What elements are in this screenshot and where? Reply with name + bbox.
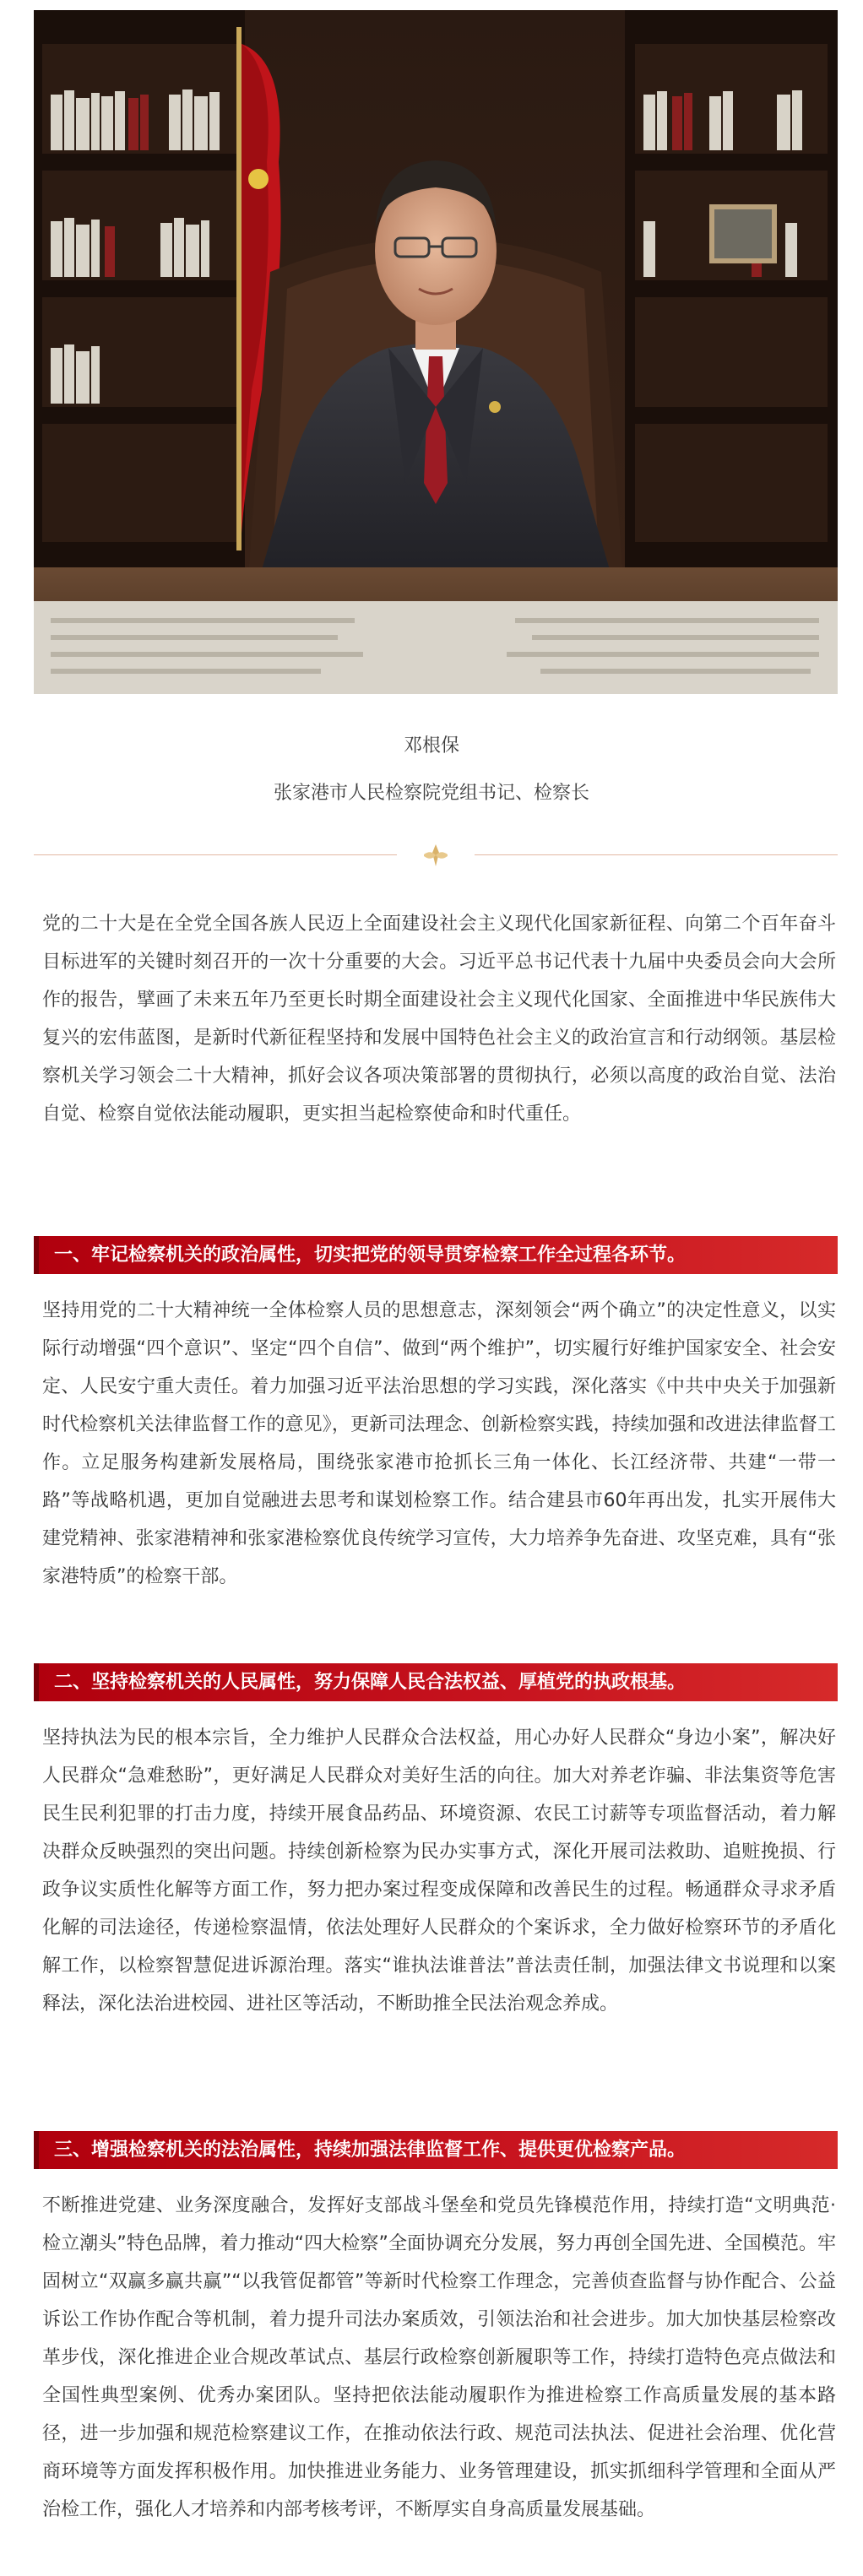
portrait-photo <box>34 10 838 694</box>
section-heading-3-text: 三、增强检察机关的法治属性，持续加强法律监督工作、提供更优检察产品。 <box>54 2139 687 2161</box>
person-name: 邓根保 <box>403 735 459 757</box>
divider-line-left <box>34 854 397 855</box>
bookcase-right <box>625 10 838 567</box>
section-heading-3 <box>34 2131 838 2169</box>
ornament-icon <box>419 843 453 868</box>
section-body-3: 不断推进党建、业务深度融合，发挥好支部战斗堡垒和党员先锋模范作用，持续打造“文明典范·检立潮头”特色品牌，着力推动“四大检察”全面协调充分发展，努力再创全国先进、全国模范。牢固树立“双赢多赢共赢”“以我管促都管”等新时代检察工作理念，完善侦查监督与协作配合、公益诉讼工作协作配合等机制，着力提升司法办案质效，引领法治和社会进步。加大加快基层检察改革步伐，深化推进企业合规改革试点、基层行政检察创新履职等工作，持续打造特色亮点做法和全国性典型案例、优秀办案团队。坚持把依法能动履职作为推进检察工作高质量发展的基本路径，进一步加强和规范检察建议工作，在推动依法行政、规范司法执法、促进社会治理、优化营商环境等方面发挥积极作用。加快推进业务能力、业务管理建设，抓实抓细科学管理和全面从严治检工作，强化人才培养和内部考核考评，不断厚实自身高质量发展基础。 <box>42 2195 836 2520</box>
bookcase-left <box>34 10 245 567</box>
section-heading-2-text: 二、坚持检察机关的人民属性，努力保障人民合法权益、厚植党的执政根基。 <box>54 1672 687 1693</box>
intro-paragraph: 党的二十大是在全党全国各族人民迈上全面建设社会主义现代化国家新征程、向第二个百年奋斗目标进军的关键时刻召开的一次十分重要的大会。习近平总书记代表十九届中央委员会向大会所作的报告，擘画了未来五年乃至更长时期全面建设社会主义现代化国家、全面推进中华民族伟大复兴的宏伟蓝图，是新时代新征程坚持和发展中国特色社会主义的政治宣言和行动纲领。基层检察机关学习领会二十大精神，抓好会议各项决策部署的贯彻执行，必须以高度的政治自觉、法治自觉、检察自觉依法能动履职，更实担当起检察使命和时代重任。 <box>42 914 836 1125</box>
section-heading-1 <box>34 1236 838 1274</box>
section-heading-2 <box>34 1663 838 1701</box>
divider-line-right <box>475 854 838 855</box>
person-title: 张家港市人民检察院党组书记、检察长 <box>273 783 589 804</box>
section-body-2: 坚持执法为民的根本宗旨，全力维护人民群众合法权益，用心办好人民群众“身边小案”，解决好人民群众“急难愁盼”，更好满足人民群众对美好生活的向往。加大对养老诈骗、非法集资等危害民生民利犯罪的打击力度，持续开展食品药品、环境资源、农民工讨薪等专项监督活动，着力解决群众反映强烈的突出问题。持续创新检察为民办实事方式，深化开展司法救助、追赃挽损、行政争议实质性化解等方面工作，努力把办案过程变成保障和改善民生的过程。畅通群众寻求矛盾化解的司法途径，传递检察温情，依法处理好人民群众的个案诉求，全力做好检察环节的矛盾化解工作，以检察智慧促进诉源治理。落实“谁执法谁普法”普法责任制，加强法律文书说理和以案释法，深化法治进校园、进社区等活动，不断助推全民法治观念养成。 <box>42 1727 836 2015</box>
section-body-1: 坚持用党的二十大精神统一全体检察人员的思想意志，深刻领会“两个确立”的决定性意义，以实际行动增强“四个意识”、坚定“四个自信”、做到“两个维护”，切实履行好维护国家安全、社会安定、人民安宁重大责任。着力加强习近平法治思想的学习实践，深化落实《中共中央关于加强新时代检察机关法律监督工作的意见》，更新司法理念、创新检察实践，持续加强和改进法律监督工作。立足服务构建新发展格局，围绕张家港市抢抓长三角一体化、长江经济带、共建“一带一路”等战略机遇，更加自觉融进去思考和谋划检察工作。结合建县市60年再出发，扎实开展伟大建党精神、张家港精神和张家港检察优良传统学习宣传，大力培养争先奋进、攻坚克难，具有“张家港特质”的检察干部。 <box>42 1300 836 1587</box>
section-heading-1-text: 一、牢记检察机关的政治属性，切实把党的领导贯穿检察工作全过程各环节。 <box>54 1245 687 1266</box>
ornament-divider <box>34 843 838 868</box>
